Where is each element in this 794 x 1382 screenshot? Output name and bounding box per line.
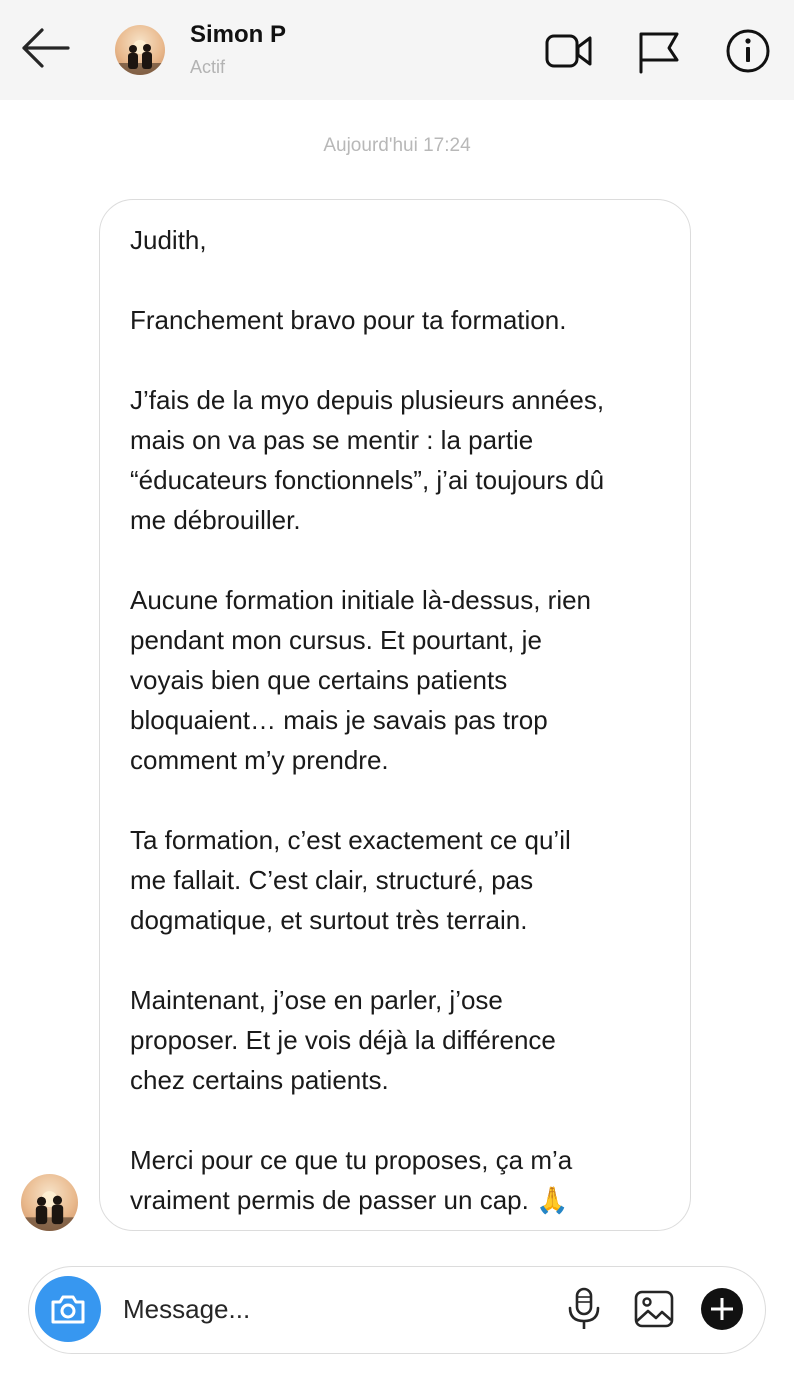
chat-header: [0, 0, 794, 100]
camera-icon: [50, 1292, 86, 1326]
contact-avatar[interactable]: [115, 25, 165, 75]
report-button[interactable]: [636, 28, 684, 74]
message-paragraph: Ta formation, c’est exactement ce qu’il me fallait. C’est clair, structuré, pas dogmatique, et surtout très terrain.: [130, 825, 571, 935]
camera-button[interactable]: [35, 1276, 101, 1342]
message-timestamp: Aujourd'hui 17:24: [323, 135, 471, 156]
message-paragraph: Judith,: [130, 225, 207, 255]
sender-avatar[interactable]: [21, 1174, 78, 1231]
plus-icon: [700, 1287, 744, 1331]
message-paragraph: Franchement bravo pour ta formation.: [130, 305, 567, 335]
video-call-button[interactable]: [545, 28, 593, 74]
info-icon: [724, 28, 772, 74]
message-bubble[interactable]: [99, 199, 691, 1231]
message-composer: [28, 1266, 766, 1354]
gallery-button[interactable]: [632, 1287, 676, 1331]
message-paragraph: Maintenant, j’ose en parler, j’ose proposer. Et je vois déjà la différence chez certains patients.: [130, 985, 556, 1095]
microphone-icon: [562, 1287, 606, 1331]
video-camera-icon: [545, 28, 593, 74]
image-icon: [632, 1287, 676, 1331]
contact-status: Actif: [190, 57, 226, 77]
voice-message-button[interactable]: [562, 1287, 606, 1331]
message-paragraph: Merci pour ce que tu proposes, ça m’a vraiment permis de passer un cap. 🙏: [130, 1145, 573, 1215]
back-button[interactable]: [18, 26, 72, 70]
info-button[interactable]: [724, 28, 772, 74]
message-paragraph: J’fais de la myo depuis plusieurs années, mais on va pas se mentir : la partie “éducateurs fonctionnels”, j’ai toujours dû me débrouiller.: [130, 385, 605, 535]
message-paragraph: Aucune formation initiale là-dessus, rien pendant mon cursus. Et pourtant, je voyais bien que certains patients bloquaient… mais je savais pas trop comment m’y prendre.: [130, 585, 592, 775]
arrow-left-icon: [18, 26, 72, 70]
more-options-button[interactable]: [700, 1287, 744, 1331]
flag-icon: [636, 28, 684, 74]
message-input[interactable]: [123, 1287, 543, 1331]
contact-name[interactable]: Simon P: [190, 21, 287, 48]
